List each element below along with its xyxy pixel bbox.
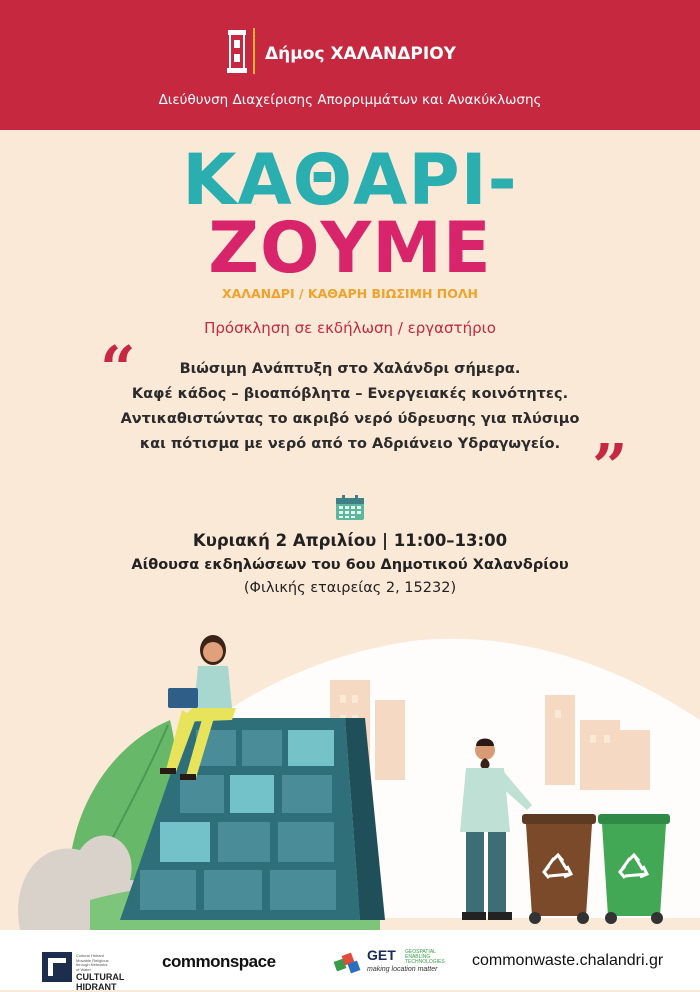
logo-separator [253,28,255,74]
illustration [0,600,700,930]
get-icon [333,946,363,976]
get-name: GET [367,947,396,963]
quote-line: Βιώσιμη Ανάπτυξη στο Χαλάνδρι σήμερα. [179,361,521,377]
quote-line: και πότισμα με νερό από το Αδριάνειο Υδραγωγείο. [139,436,561,452]
event-address: (Φιλικής εταιρείας 2, 15232) [243,580,457,596]
municipality-name: Δήμος ΧΑΛΑΝΔΡΙΟΥ [265,44,456,64]
quote-line: Αντικαθιστώντας το ακριβό νερό ύδρευσης για πλύσιμο [120,411,580,427]
cultural-hidrant-text: Cultural Hidrant Movable Religious through Networks of Water CULTURAL HIDRANT [76,953,125,992]
quote-line: Καφέ κάδος – βιοαπόβλητα – Ενεργειακές κοινότητες. [131,386,569,402]
cultural-hidrant-icon [42,952,72,982]
municipality-tower-icon [226,28,248,74]
open-quote-mark: “ [100,332,136,405]
recycle-icon [541,852,575,886]
get-tagline: making location matter [367,966,438,973]
invitation-subtitle: Πρόσκληση σε εκδήλωση / εργαστήριο [204,319,496,337]
title-tagline: ΧΑΛΑΝΔΡΙ / ΚΑΘΑΡΗ ΒΙΩΣΙΜΗ ΠΟΛΗ [222,286,478,301]
title-line-2: ΖΟΥΜΕ [208,207,492,289]
get-logo [333,946,443,980]
recycle-icon [617,852,651,886]
cultural-hidrant-logo [42,948,132,992]
department-name: Διεύθυνση Διαχείρισης Απορριμμάτων και Ανακύκλωσης [158,92,542,108]
title-line-1: ΚΑΘΑΡΙ- [182,139,518,221]
footer-sponsors [0,930,700,990]
get-subtitle: GEOSPATIAL ENABLING TECHNOLOGIES [405,949,445,965]
calendar-icon [335,495,365,521]
close-quote-mark: ” [592,430,628,503]
event-venue: Αίθουσα εκδηλώσεων του 6ου Δημοτικού Χαλανδρίου [131,557,569,573]
header-banner [0,0,700,130]
website-link[interactable]: commonwaste.chalandri.gr [472,952,664,969]
event-date-time: Κυριακή 2 Απριλίου | 11:00–13:00 [192,531,508,550]
commonspace-logo: commonspace [162,952,276,971]
